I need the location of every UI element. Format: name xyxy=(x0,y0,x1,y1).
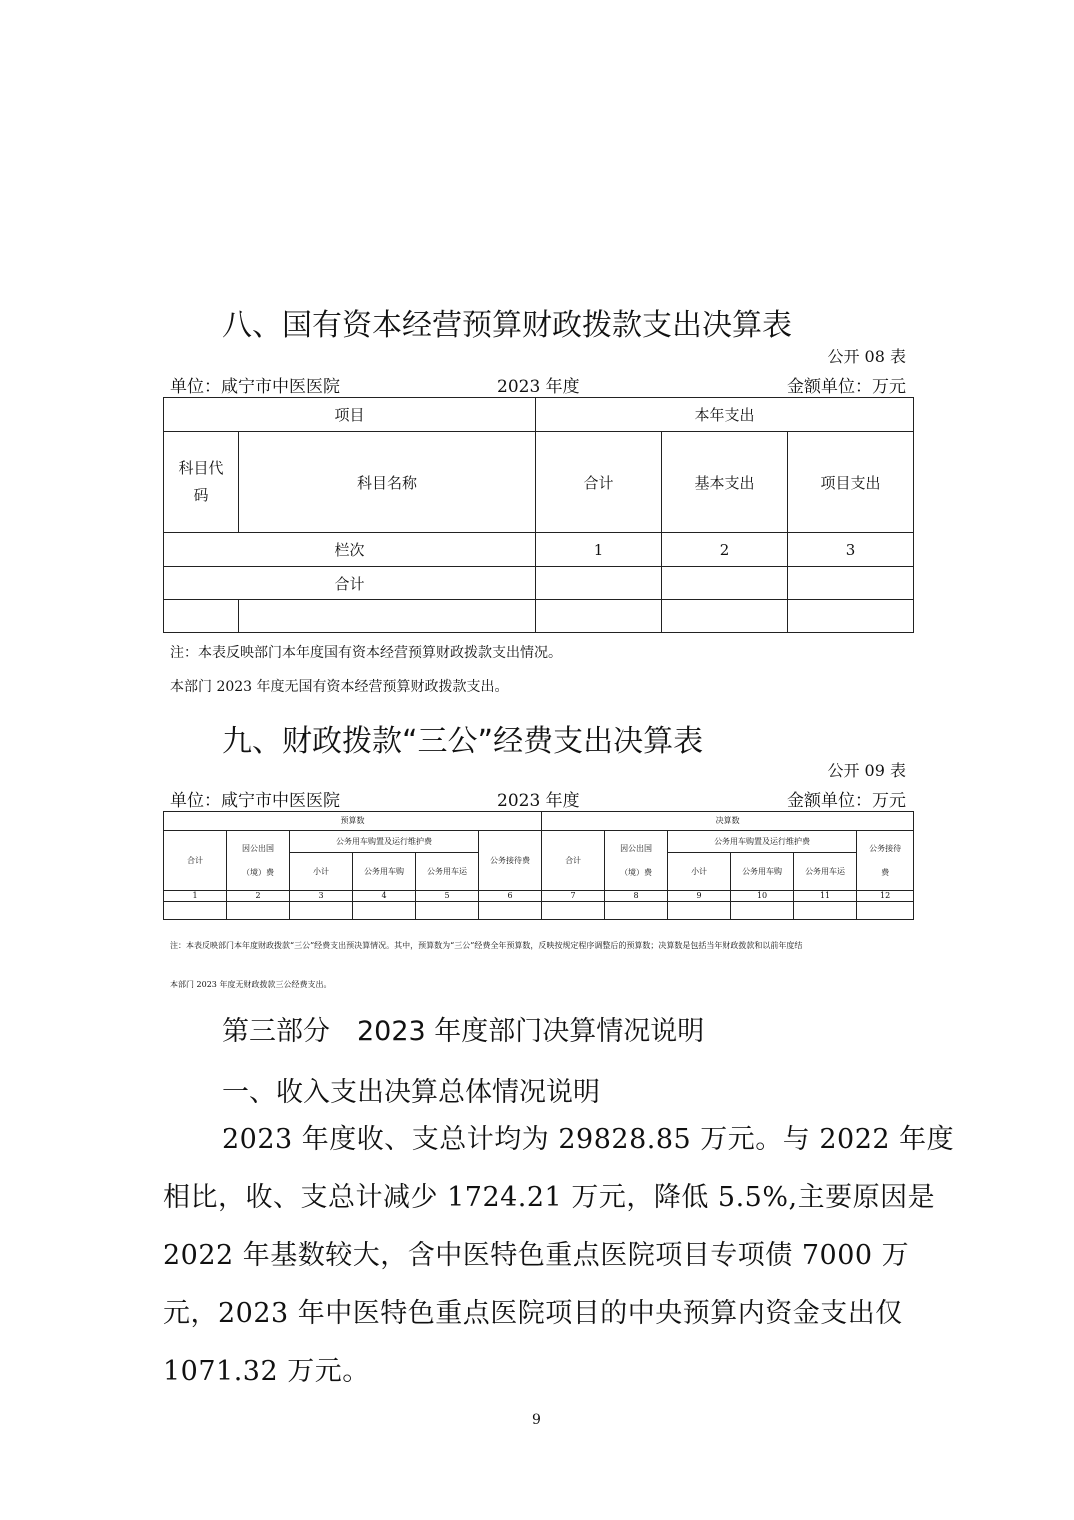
header-project: 项目支出 xyxy=(788,432,914,533)
table-08 xyxy=(163,397,914,633)
section9-note2: 本部门 2023 年度无财政拨款三公经费支出。 xyxy=(170,980,332,989)
cell-empty xyxy=(668,902,731,920)
header-total: 合计 xyxy=(536,432,662,533)
header-purchase: 公务用车购 xyxy=(353,853,416,891)
header-abroad xyxy=(227,831,290,891)
cell-empty xyxy=(479,902,542,920)
header-total: 合计 xyxy=(164,831,227,891)
section8-note2: 本部门 2023 年度无国有资本经营预算财政拨款支出。 xyxy=(170,679,509,695)
row-total-label: 合计 xyxy=(164,567,536,600)
col-num: 5 xyxy=(416,891,479,902)
cell-empty xyxy=(536,567,662,600)
header-abroad-line2: （境）费 xyxy=(242,867,274,877)
section8-title: 八、国有资本经营预算财政拨款支出决算表 xyxy=(222,308,792,343)
header-basic: 基本支出 xyxy=(662,432,788,533)
paragraph-line: 元，2023 年中医特色重点医院项目的中央预算内资金支出仅 xyxy=(163,1298,903,1329)
section9-amount-unit: 金额单位：万元 xyxy=(787,791,906,811)
header-final: 决算数 xyxy=(542,812,914,831)
header-item: 项目 xyxy=(164,398,536,432)
row-col-label: 栏次 xyxy=(164,533,536,567)
paragraph-line: 2022 年基数较大，含中医特色重点医院项目专项债 7000 万 xyxy=(163,1240,910,1271)
paragraph-line: 2023 年度收、支总计均为 29828.85 万元。与 2022 年度 xyxy=(222,1124,955,1155)
table-09 xyxy=(163,811,914,920)
cell-empty xyxy=(788,600,914,633)
cell-empty xyxy=(290,902,353,920)
section8-note1: 注：本表反映部门本年度国有资本经营预算财政拨款支出情况。 xyxy=(170,645,562,661)
cell-empty xyxy=(164,902,227,920)
header-reception-line2: 费 xyxy=(881,867,890,877)
paragraph-line: 相比，收、支总计减少 1724.21 万元，降低 5.5%,主要原因是 xyxy=(163,1182,936,1213)
col-num: 9 xyxy=(668,891,731,902)
section8-amount-unit: 金额单位：万元 xyxy=(787,377,906,397)
col-num: 10 xyxy=(731,891,794,902)
col-num: 12 xyxy=(857,891,914,902)
col-num: 4 xyxy=(353,891,416,902)
cell-empty xyxy=(662,567,788,600)
header-reception xyxy=(857,831,914,891)
header-vehicle: 公务用车购置及运行维护费 xyxy=(290,831,479,853)
cell-empty xyxy=(416,902,479,920)
header-subtotal: 小计 xyxy=(668,853,731,891)
part3-subtitle: 一、收入支出决算总体情况说明 xyxy=(222,1077,600,1108)
paragraph-line: 1071.32 万元。 xyxy=(163,1356,370,1387)
col-num: 7 xyxy=(542,891,605,902)
header-abroad xyxy=(605,831,668,891)
cell-empty xyxy=(239,600,536,633)
col-num: 1 xyxy=(536,533,662,567)
header-operation: 公务用车运 xyxy=(794,853,857,891)
cell-empty xyxy=(164,600,239,633)
header-name: 科目名称 xyxy=(239,432,536,533)
cell-empty xyxy=(536,600,662,633)
header-budget: 预算数 xyxy=(164,812,542,831)
col-num: 6 xyxy=(479,891,542,902)
cell-empty xyxy=(794,902,857,920)
col-num: 11 xyxy=(794,891,857,902)
header-reception-line1: 公务接待 xyxy=(869,843,902,853)
header-total: 合计 xyxy=(542,831,605,891)
section9-form-no: 公开 09 表 xyxy=(827,761,906,780)
col-num: 3 xyxy=(290,891,353,902)
col-num: 8 xyxy=(605,891,668,902)
cell-empty xyxy=(857,902,914,920)
header-abroad-line1: 因公出国 xyxy=(242,843,274,853)
cell-empty xyxy=(731,902,794,920)
header-purchase: 公务用车购 xyxy=(731,853,794,891)
section8-year: 2023 年度 xyxy=(497,377,580,397)
section9-title: 九、财政拨款“三公”经费支出决算表 xyxy=(222,724,704,759)
header-code: 科目代码 xyxy=(164,432,239,533)
col-num: 3 xyxy=(788,533,914,567)
cell-empty xyxy=(353,902,416,920)
header-operation: 公务用车运 xyxy=(416,853,479,891)
header-vehicle: 公务用车购置及运行维护费 xyxy=(668,831,857,853)
header-reception: 公务接待费 xyxy=(479,831,542,891)
cell-empty xyxy=(662,600,788,633)
section8-unit-label: 单位：咸宁市中医医院 xyxy=(170,377,340,397)
col-num: 2 xyxy=(662,533,788,567)
col-num: 2 xyxy=(227,891,290,902)
part3-title: 第三部分 2023 年度部门决算情况说明 xyxy=(222,1016,705,1047)
header-abroad-line2: （境）费 xyxy=(620,867,653,877)
header-abroad-line1: 因公出国 xyxy=(620,843,653,853)
cell-empty xyxy=(788,567,914,600)
cell-empty xyxy=(227,902,290,920)
section9-year: 2023 年度 xyxy=(497,791,580,811)
header-subtotal: 小计 xyxy=(290,853,353,891)
section9-note1: 注：本表反映部门本年度财政拨款“三公”经费支出预决算情况。其中，预算数为“三公”经费全年预算数，反映按规定程序调整后的预算数；决算数是包括当年财政拨款和以前年度结 xyxy=(170,941,803,950)
col-num: 1 xyxy=(164,891,227,902)
header-current-year: 本年支出 xyxy=(536,398,914,432)
page-number: 9 xyxy=(532,1412,541,1428)
section8-form-no: 公开 08 表 xyxy=(827,347,906,366)
section9-unit-label: 单位：咸宁市中医医院 xyxy=(170,791,340,811)
cell-empty xyxy=(542,902,605,920)
cell-empty xyxy=(605,902,668,920)
